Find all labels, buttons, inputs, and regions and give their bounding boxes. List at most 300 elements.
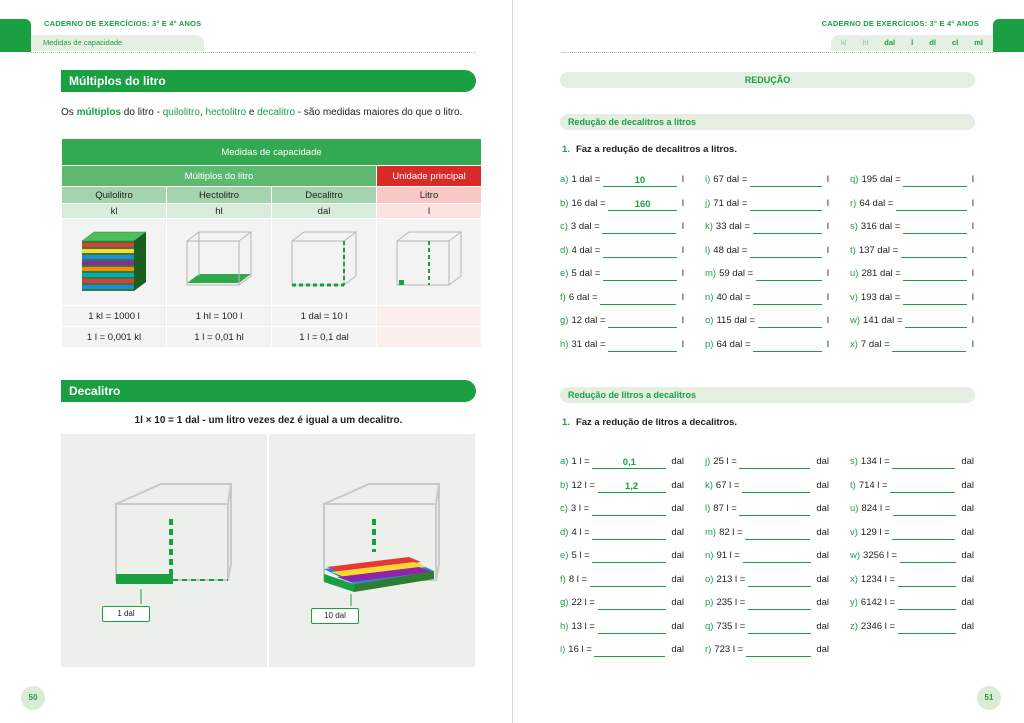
answer-blank[interactable] [758,316,822,328]
exercise-letter: x) [850,573,858,585]
answer-blank[interactable]: 0,1 [592,457,666,469]
exercise-unit: dal [816,526,829,538]
exercise-unit: dal [671,620,684,632]
exercise-letter: a) [560,456,569,467]
exercise-letter: l) [705,503,711,514]
answer-blank[interactable] [750,175,822,187]
exercise-letter: m) [705,268,717,279]
exercise-unit: l [971,197,974,209]
exercise-expression: 213 l = [716,573,746,585]
exercise-expression: 714 l = [858,479,888,491]
exercise-unit: dal [816,597,829,608]
exercise-item [850,173,974,187]
exercise-expression: 16 dal = [571,197,606,209]
exercise-item [850,502,974,516]
exercise-item [705,526,829,540]
answer-blank[interactable] [592,528,666,540]
exercise-expression: 134 l = [860,456,890,467]
exercise-letter: h) [560,338,569,350]
exercise-item [560,220,684,234]
exercise-item [560,620,684,634]
exercise-item [850,197,974,211]
exercise-letter: j) [705,456,711,467]
header-divider [561,52,993,53]
exercise-letter: w) [850,550,861,561]
exercise-letter: s) [850,221,858,232]
exercise-expression: 2346 l = [860,620,895,632]
col-name: Decalitro [272,187,377,204]
answer-blank[interactable] [608,316,677,328]
exercise-item [705,173,829,187]
exercise-item [850,526,974,540]
exercise-letter: u) [850,503,859,514]
exercise-item [705,291,829,305]
exercise-item [850,291,974,305]
answer-blank[interactable] [900,551,956,563]
col-name: Quilolitro [62,187,167,204]
exercise-letter: m) [705,526,717,538]
col-name: Litro [377,187,482,204]
exercise-letter: v) [850,526,858,538]
answer-blank[interactable] [896,199,967,211]
exercise-unit: l [971,221,974,232]
answer-blank[interactable] [903,175,967,187]
exercise-item [560,526,684,540]
exercise-unit: dal [816,479,829,491]
answer-blank[interactable] [600,293,676,305]
answer-blank[interactable] [750,246,822,258]
exercise-letter: c) [560,503,568,514]
exercise-expression: 59 dal = [719,268,754,279]
answer-blank[interactable] [592,504,666,516]
corner-tab [993,19,1024,52]
units-nav [831,35,993,51]
exercise-letter: p) [705,338,714,350]
exercise-letter: e) [560,550,569,561]
exercise-unit: l [971,338,974,350]
page-number: 50 [21,686,45,710]
exercise-expression: 3256 l = [863,550,898,561]
answer-blank[interactable]: 10 [603,175,677,187]
answer-blank[interactable] [746,645,811,657]
equivalence [377,327,482,348]
answer-blank[interactable] [903,222,967,234]
equivalence: 1 kl = 1000 l [62,306,167,327]
exercise-unit: l [826,197,829,209]
col-name: Hectolitro [167,187,272,204]
exercise-item [560,291,684,305]
answer-blank[interactable] [739,457,810,469]
exercise-expression: 48 dal = [713,244,748,256]
exercise-letter: y) [850,597,858,608]
col-abbr: dal [272,204,377,219]
exercise-letter: p) [705,597,714,608]
exercise-letter: q) [705,620,714,632]
exercise-unit: l [681,244,684,256]
exercise-letter: g) [560,597,569,608]
exercise-item [705,479,829,493]
exercise-unit: dal [671,456,684,467]
answer-blank[interactable] [893,504,956,516]
exercise-item [705,455,829,469]
exercise-unit: dal [816,456,829,467]
kiloliter-cube-image [62,219,167,306]
exercise-item [560,573,684,587]
answer-blank[interactable] [903,269,967,281]
exercise-item [705,643,829,657]
exercise-item [850,338,974,352]
equivalence: 1 dal = 10 l [272,306,377,327]
exercise-unit: l [681,268,684,279]
exercise-letter: d) [560,244,569,256]
answer-blank[interactable] [602,222,676,234]
answer-blank[interactable] [748,598,811,610]
col-abbr: l [377,204,482,219]
exercise-unit: dal [961,597,974,608]
exercise-item [560,244,684,258]
decaliter-photo [61,434,267,667]
exercise-item [560,173,684,187]
answer-blank[interactable] [592,551,666,563]
answer-blank[interactable] [750,199,822,211]
exercise-unit: dal [671,479,684,491]
exercise-item [705,549,829,563]
exercise-letter: o) [705,315,714,326]
ten-decaliter-photo [269,434,475,667]
exercise-letter: z) [850,620,858,632]
exercise-item [705,197,829,211]
chapter-tab: Medidas de capacidade [31,35,204,51]
exercise-letter: r) [850,197,857,209]
exercise-expression: 8 l = [568,573,588,585]
exercise-expression: 195 dal = [861,174,901,185]
exercise-unit: l [971,244,974,256]
exercise-letter: q) [850,174,859,185]
exercise-unit: dal [961,620,974,632]
answer-blank[interactable] [598,598,666,610]
exercise-item [560,502,684,516]
exercise-letter: f) [560,291,566,303]
exercise-letter: j) [705,197,711,209]
exercise-expression: 735 l = [716,620,746,632]
exercise-item [560,549,684,563]
exercise-item [850,596,974,610]
exercise-item [705,267,829,281]
answer-blank[interactable] [603,246,677,258]
exercise-expression: 193 dal = [860,291,901,303]
exercise-item [850,244,974,258]
exercise-unit: dal [671,503,684,514]
exercise-expression: 71 dal = [713,197,748,209]
exercise-unit: dal [671,573,684,585]
exercise-expression: 3 dal = [570,221,600,232]
answer-blank[interactable] [905,316,967,328]
equivalence: 1 hl = 100 l [167,306,272,327]
exercise-unit: l [971,315,974,326]
exercise-item [560,479,684,493]
subsection-l-to-dal: Redução de litros a decalitros [560,387,975,403]
exercise-letter: i) [560,644,566,655]
exercise-expression: 1 l = [571,456,590,467]
section-title-decaliter: Decalitro [61,380,476,402]
exercise-unit: dal [961,526,974,538]
exercise-expression: 22 l = [571,597,595,608]
exercise-expression: 91 l = [716,550,740,561]
exercise-letter: s) [850,456,858,467]
exercise-item [560,267,684,281]
exercise-item [850,573,974,587]
exercise-unit: l [681,338,684,350]
answer-blank[interactable] [756,269,822,281]
exercise-expression: 12 l = [571,479,595,491]
exercise-expression: 13 l = [571,620,595,632]
exercise-letter: w) [850,315,861,326]
answer-blank[interactable] [739,504,810,516]
exercise-letter: f) [560,573,566,585]
exercise-unit: dal [961,573,974,585]
exercise-letter: n) [705,291,714,303]
exercise-item [560,596,684,610]
exercise-unit: dal [816,644,829,655]
answer-blank[interactable] [903,293,967,305]
exercise-expression: 40 dal = [716,291,751,303]
exercise-letter: l) [705,244,711,256]
exercise-expression: 4 l = [571,526,590,538]
exercise-expression: 82 l = [719,526,743,538]
group-multiples: Múltiplos do litro [62,166,377,187]
exercise-unit: l [826,268,829,279]
exercise-letter: e) [560,268,569,279]
exercise-expression: 64 dal = [716,338,751,350]
exercise-letter: g) [560,315,569,326]
exercise-item [705,314,829,328]
exercise-expression: 824 l = [861,503,891,514]
answer-blank[interactable] [898,598,956,610]
exercise-unit: dal [671,597,684,608]
exercise-item [560,455,684,469]
exercise-letter: d) [560,526,569,538]
exercise-expression: 723 l = [714,644,744,655]
decaliter-cube-image [272,219,377,306]
unit-dal[interactable]: dal [884,38,896,47]
answer-blank[interactable] [590,575,666,587]
exercise-expression: 31 dal = [571,338,606,350]
col-abbr: hl [167,204,272,219]
table-title: Medidas de capacidade [62,139,482,166]
answer-blank[interactable] [753,340,822,352]
exercise-letter: t) [850,244,856,256]
equivalence: 1 l = 0,1 dal [272,327,377,348]
exercise-expression: 316 dal = [860,221,901,232]
exercise-letter: h) [560,620,569,632]
exercise-item [705,620,829,634]
exercise-unit: l [971,291,974,303]
header-title: CADERNO DE EXERCÍCIOS: 3° E 4° ANOS [821,19,979,28]
unit-ml[interactable]: ml [974,38,983,47]
page-number: 51 [977,686,1001,710]
exercise-item [850,314,974,328]
hectoliter-cube-image [167,219,272,306]
exercise-letter: a) [560,174,569,185]
exercise-expression: 33 dal = [715,221,750,232]
exercise-letter: c) [560,221,568,232]
exercise-expression: 6142 l = [860,597,895,608]
unit-cl[interactable]: cl [951,38,959,47]
answer-blank[interactable] [603,269,677,281]
exercise-letter: x) [850,338,858,350]
exercise-letter: k) [705,221,713,232]
exercise-unit: dal [961,550,974,561]
exercise-unit: dal [671,550,684,561]
exercise-unit: l [971,268,974,279]
exercise-item [850,549,974,563]
exercise-unit: dal [671,526,684,538]
answer-blank[interactable] [753,293,822,305]
answer-blank[interactable] [745,528,810,540]
right-page [512,0,1024,723]
header-title: CADERNO DE EXERCÍCIOS: 3° E 4° ANOS [44,19,202,28]
exercise-item [850,267,974,281]
exercise-expression: 1 dal = [571,174,601,185]
exercise-item [560,338,684,352]
exercise-expression: 3 l = [570,503,590,514]
answer-blank[interactable] [901,246,967,258]
exercise-unit: l [971,174,974,185]
exercise-letter: t) [850,479,856,491]
exercise-item [560,197,684,211]
intro-paragraph: Os múltiplos do litro - quilolitro, hectolitro e decalitro - são medidas maiores do que o litro. [61,107,463,118]
capacity-table [61,138,482,348]
exercise-unit: l [826,174,829,185]
exercise-unit: l [826,221,829,232]
exercise-item [705,244,829,258]
exercise-expression: 67 dal = [713,174,748,185]
exercise-expression: 235 l = [716,597,746,608]
exercise-expression: 67 l = [715,479,740,491]
section-title-multiples: Múltiplos do litro [61,70,476,92]
question-2: 1. Faz a redução de litros a decalitros. [562,417,737,428]
exercise-item [705,338,829,352]
header-divider [31,52,476,53]
exercise-item [850,220,974,234]
answer-blank[interactable] [890,481,955,493]
exercise-item [705,573,829,587]
exercise-item [850,479,974,493]
answer-blank[interactable] [898,622,956,634]
exercise-unit: l [826,244,829,256]
exercise-unit: dal [961,479,974,491]
exercise-letter: k) [705,479,713,491]
exercise-unit: dal [961,456,974,467]
exercise-unit: l [826,291,829,303]
unit-l[interactable]: l [911,38,914,47]
exercise-unit: l [681,315,684,326]
exercise-expression: 87 l = [713,503,737,514]
answer-blank[interactable] [892,457,955,469]
exercise-expression: 115 dal = [716,315,756,326]
exercise-expression: 1234 l = [860,573,895,585]
exercise-expression: 281 dal = [861,268,901,279]
col-abbr: kl [62,204,167,219]
unit-hl[interactable]: hl [862,38,869,47]
exercise-item [850,620,974,634]
answer-blank[interactable] [743,551,811,563]
answer-blank[interactable]: 160 [608,199,677,211]
callout-1-dal: 1 dal [102,606,150,622]
exercise-unit: dal [961,503,974,514]
exercise-letter: n) [705,550,714,561]
equivalence: 1 l = 0,001 kl [62,327,167,348]
exercise-letter: r) [705,644,712,655]
answer-blank[interactable] [753,222,822,234]
exercise-item [560,314,684,328]
equivalence: 1 l = 0,01 hl [167,327,272,348]
exercise-expression: 4 dal = [571,244,601,256]
exercise-unit: l [681,197,684,209]
exercise-unit: l [826,315,829,326]
answer-blank[interactable] [748,575,811,587]
answer-blank[interactable] [608,340,677,352]
answer-blank[interactable] [598,622,666,634]
exercise-letter: v) [850,291,858,303]
exercise-unit: dal [816,620,829,632]
exercise-expression: 141 dal = [863,315,903,326]
exercise-unit: dal [816,573,829,585]
question-1: 1. Faz a redução de decalitros a litros. [562,144,737,155]
answer-blank[interactable] [892,340,966,352]
exercise-letter: o) [705,573,714,585]
unit-dl[interactable]: dl [929,38,936,47]
unit-kl[interactable]: kl [841,38,847,47]
exercise-letter: i) [705,174,711,185]
exercise-unit: dal [671,644,684,655]
exercise-letter: b) [560,479,569,491]
exercise-unit: l [681,174,684,185]
answer-blank[interactable] [748,622,811,634]
answer-blank[interactable] [594,645,665,657]
exercise-expression: 137 dal = [858,244,899,256]
exercise-unit: dal [816,503,829,514]
exercise-expression: 64 dal = [859,197,894,209]
exercise-unit: l [826,338,829,350]
exercise-item [705,596,829,610]
exercise-letter: u) [850,268,859,279]
exercise-item [560,643,684,657]
exercise-unit: l [681,221,684,232]
callout-10-dal: 10 dal [311,608,359,624]
exercise-expression: 5 dal = [571,268,601,279]
exercise-expression: 12 dal = [571,315,606,326]
answer-blank[interactable] [742,481,810,493]
group-main-unit: Unidade principal [377,166,482,187]
answer-blank[interactable] [892,528,955,540]
exercise-unit: dal [816,550,829,561]
reduction-title: REDUÇÃO [560,72,975,88]
exercise-expression: 7 dal = [860,338,890,350]
exercise-expression: 5 l = [571,550,590,561]
answer-blank[interactable] [898,575,956,587]
answer-blank[interactable]: 1,2 [598,481,666,493]
decaliter-caption: 1l × 10 = 1 dal - um litro vezes dez é igual a um decalitro. [134,415,403,426]
equivalence [377,306,482,327]
exercise-expression: 129 l = [860,526,890,538]
exercise-item [705,220,829,234]
corner-tab [0,19,31,52]
exercise-expression: 25 l = [713,456,737,467]
exercise-unit: l [681,291,684,303]
liter-cube-image [377,219,482,306]
subsection-dal-to-l: Redução de decalitros a litros [560,114,975,130]
